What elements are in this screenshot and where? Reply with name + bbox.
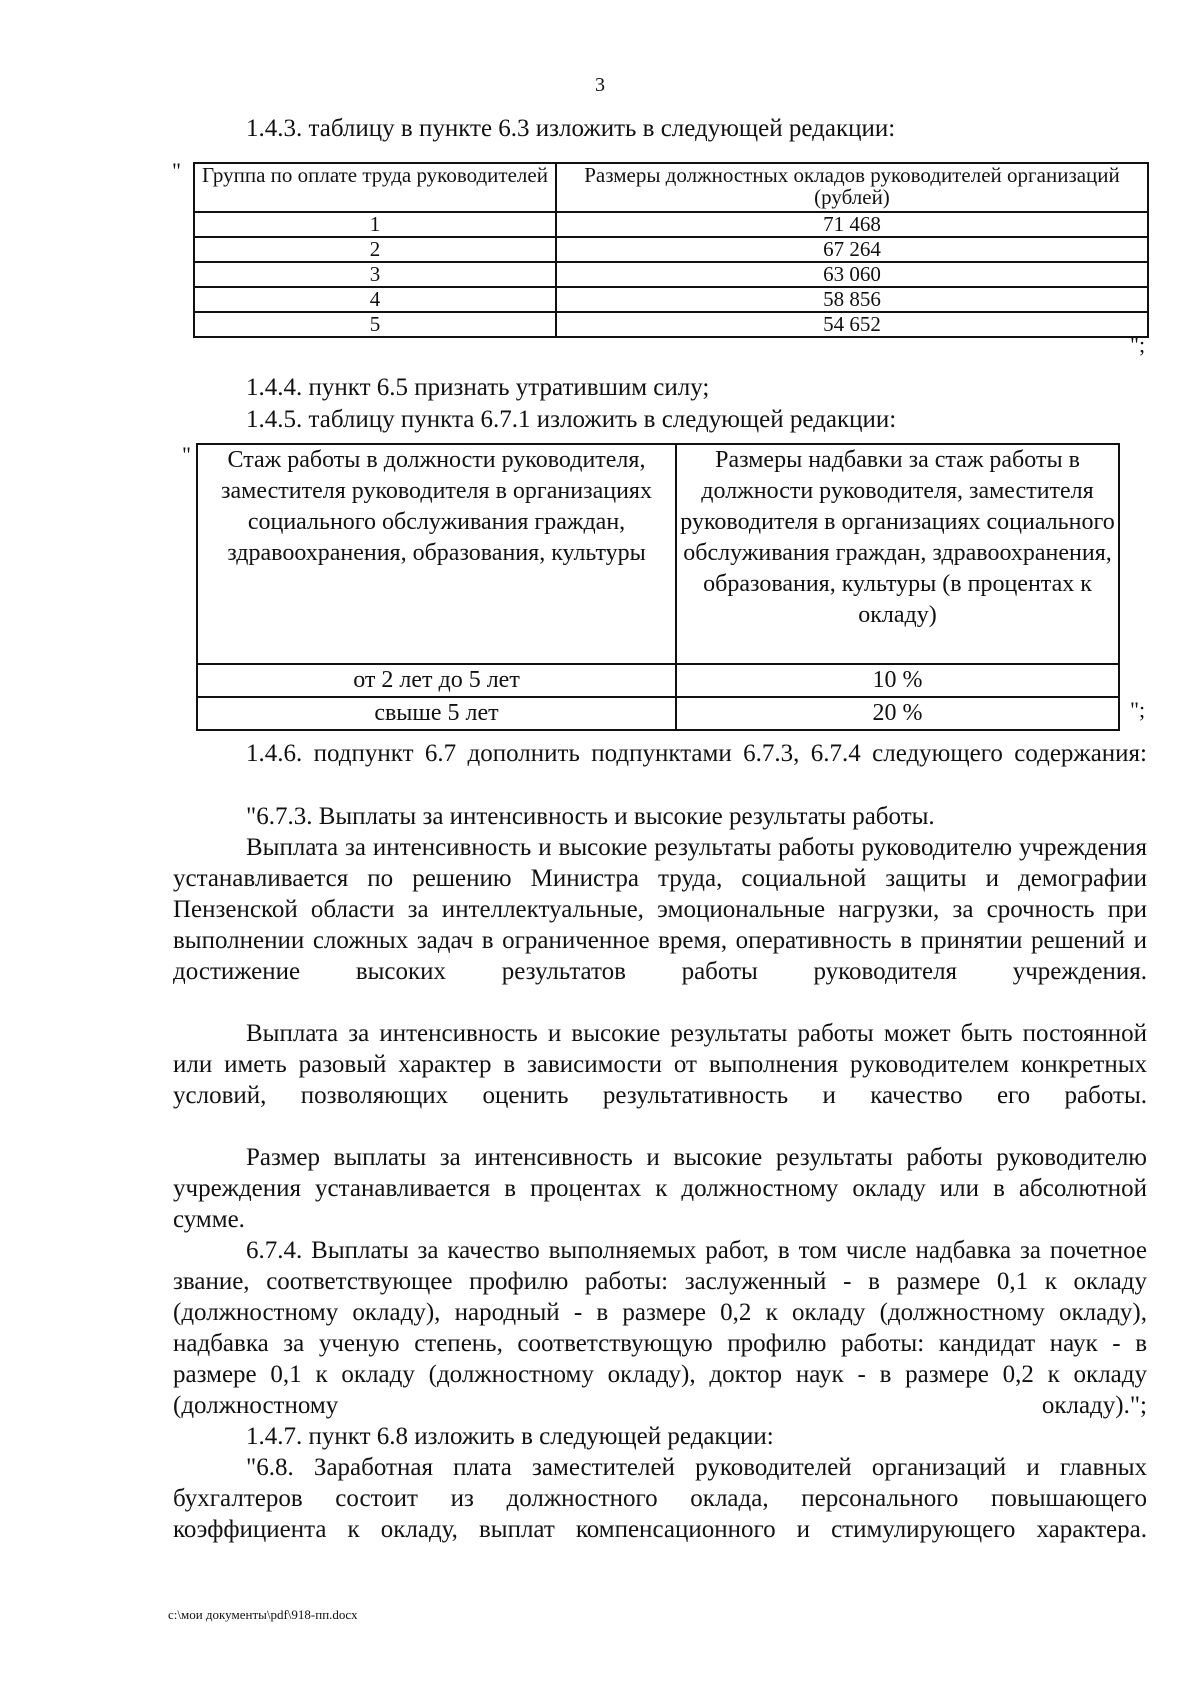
table-row — [197, 664, 1119, 697]
table-cell: 1 — [194, 212, 556, 237]
salary-table — [193, 162, 1149, 338]
table-header-cell: Размеры надбавки за стаж работы в должности руководителя, заместителя руководителя в организациях социального обслуживания граждан, здравоохранения, образования, культуры (в процентах к окладу) — [676, 444, 1119, 664]
table-cell: 67 264 — [556, 237, 1148, 262]
table-row — [194, 262, 1148, 287]
table-cell: свыше 5 лет — [197, 697, 676, 730]
paragraph-6-7-3-c: Размер выплаты за интенсивность и высокие результаты работы руководителю учреждения устанавливается в процентах к должностному окладу или в абсолютной сумме. — [173, 1144, 1147, 1233]
paragraph-1-4-3: 1.4.3. таблицу в пункте 6.3 изложить в следующей редакции: — [246, 115, 896, 142]
table-row — [194, 212, 1148, 237]
table1-close-quote: "; — [1130, 332, 1146, 357]
paragraph-6-7-3-a: Выплата за интенсивность и высокие результаты работы руководителю учреждения устанавливается по решению Министра труда, социальной защиты и демографии Пензенской области за интеллектуальные, эмоциональные нагрузки, за срочность при выполнении сложных задач в ограниченное время, оперативность в принятии решений и достижение высоких результатов работы руководителя учреждения. — [173, 834, 1147, 985]
table-row — [197, 697, 1119, 730]
table-cell: 71 468 — [556, 212, 1148, 237]
table-cell: 4 — [194, 287, 556, 312]
table-cell: 63 060 — [556, 262, 1148, 287]
table-header-cell: Стаж работы в должности руководителя, заместителя руководителя в организациях социального обслуживания граждан, здравоохранения, образования, культуры — [197, 444, 676, 664]
paragraph-6-7-3-title: "6.7.3. Выплаты за интенсивность и высокие результаты работы. — [246, 803, 935, 830]
table-cell: 2 — [194, 237, 556, 262]
table2-open-quote: " — [182, 442, 191, 467]
paragraph-6-7-3-b: Выплата за интенсивность и высокие результаты работы может быть постоянной или иметь разовый характер в зависимости от выполнения руководителем конкретных условий, позволяющих оценить результативность и качество его работы. — [173, 1020, 1147, 1109]
page-number: 3 — [595, 74, 605, 96]
paragraph-6-8: "6.8. Заработная плата заместителей руководителей организаций и главных бухгалтеров состоит из должностного оклада, персонального повышающего коэффициента к окладу, выплат компенсационного и стимулирующего характера. — [173, 1454, 1147, 1543]
table-cell: 3 — [194, 262, 556, 287]
table1-open-quote: " — [172, 158, 181, 183]
table-header-cell: Группа по оплате труда руководителей — [194, 163, 556, 212]
table2-close-quote: "; — [1130, 697, 1146, 722]
table-cell: 5 — [194, 312, 556, 337]
paragraph-1-4-4: 1.4.4. пункт 6.5 признать утратившим силу; — [246, 374, 710, 401]
table-cell: 54 652 — [556, 312, 1148, 337]
table-header-row — [197, 444, 1119, 664]
footer-file-path: c:\мои документы\pdf\918-пп.docx — [168, 1607, 358, 1622]
table-row — [194, 287, 1148, 312]
table-header-row — [194, 163, 1148, 212]
table-cell: 58 856 — [556, 287, 1148, 312]
table-cell: от 2 лет до 5 лет — [197, 664, 676, 697]
table-row — [194, 312, 1148, 337]
seniority-bonus-table — [196, 443, 1120, 731]
table-header-cell: Размеры должностных окладов руководителей организаций (рублей) — [556, 163, 1148, 212]
table-row — [194, 237, 1148, 262]
paragraph-1-4-5: 1.4.5. таблицу пункта 6.7.1 изложить в следующей редакции: — [246, 406, 897, 433]
table-cell: 10 % — [676, 664, 1119, 697]
table-cell: 20 % — [676, 697, 1119, 730]
paragraph-1-4-7: 1.4.7. пункт 6.8 изложить в следующей редакции: — [246, 1423, 774, 1450]
paragraph-1-4-6: 1.4.6. подпункт 6.7 дополнить подпунктами 6.7.3, 6.7.4 следующего содержания: — [246, 740, 1147, 767]
paragraph-6-7-4: 6.7.4. Выплаты за качество выполняемых работ, в том числе надбавка за почетное звание, соответствующее профилю работы: заслуженный - в размере 0,1 к окладу (должностному окладу), народный - в размере 0,2 к окладу (должностному окладу), надбавка за ученую степень, соответствующую профилю работы: кандидат наук - в размере 0,1 к окладу (должностному окладу), доктор наук - в размере 0,2 к окладу (должностному окладу)."; — [173, 1237, 1147, 1419]
